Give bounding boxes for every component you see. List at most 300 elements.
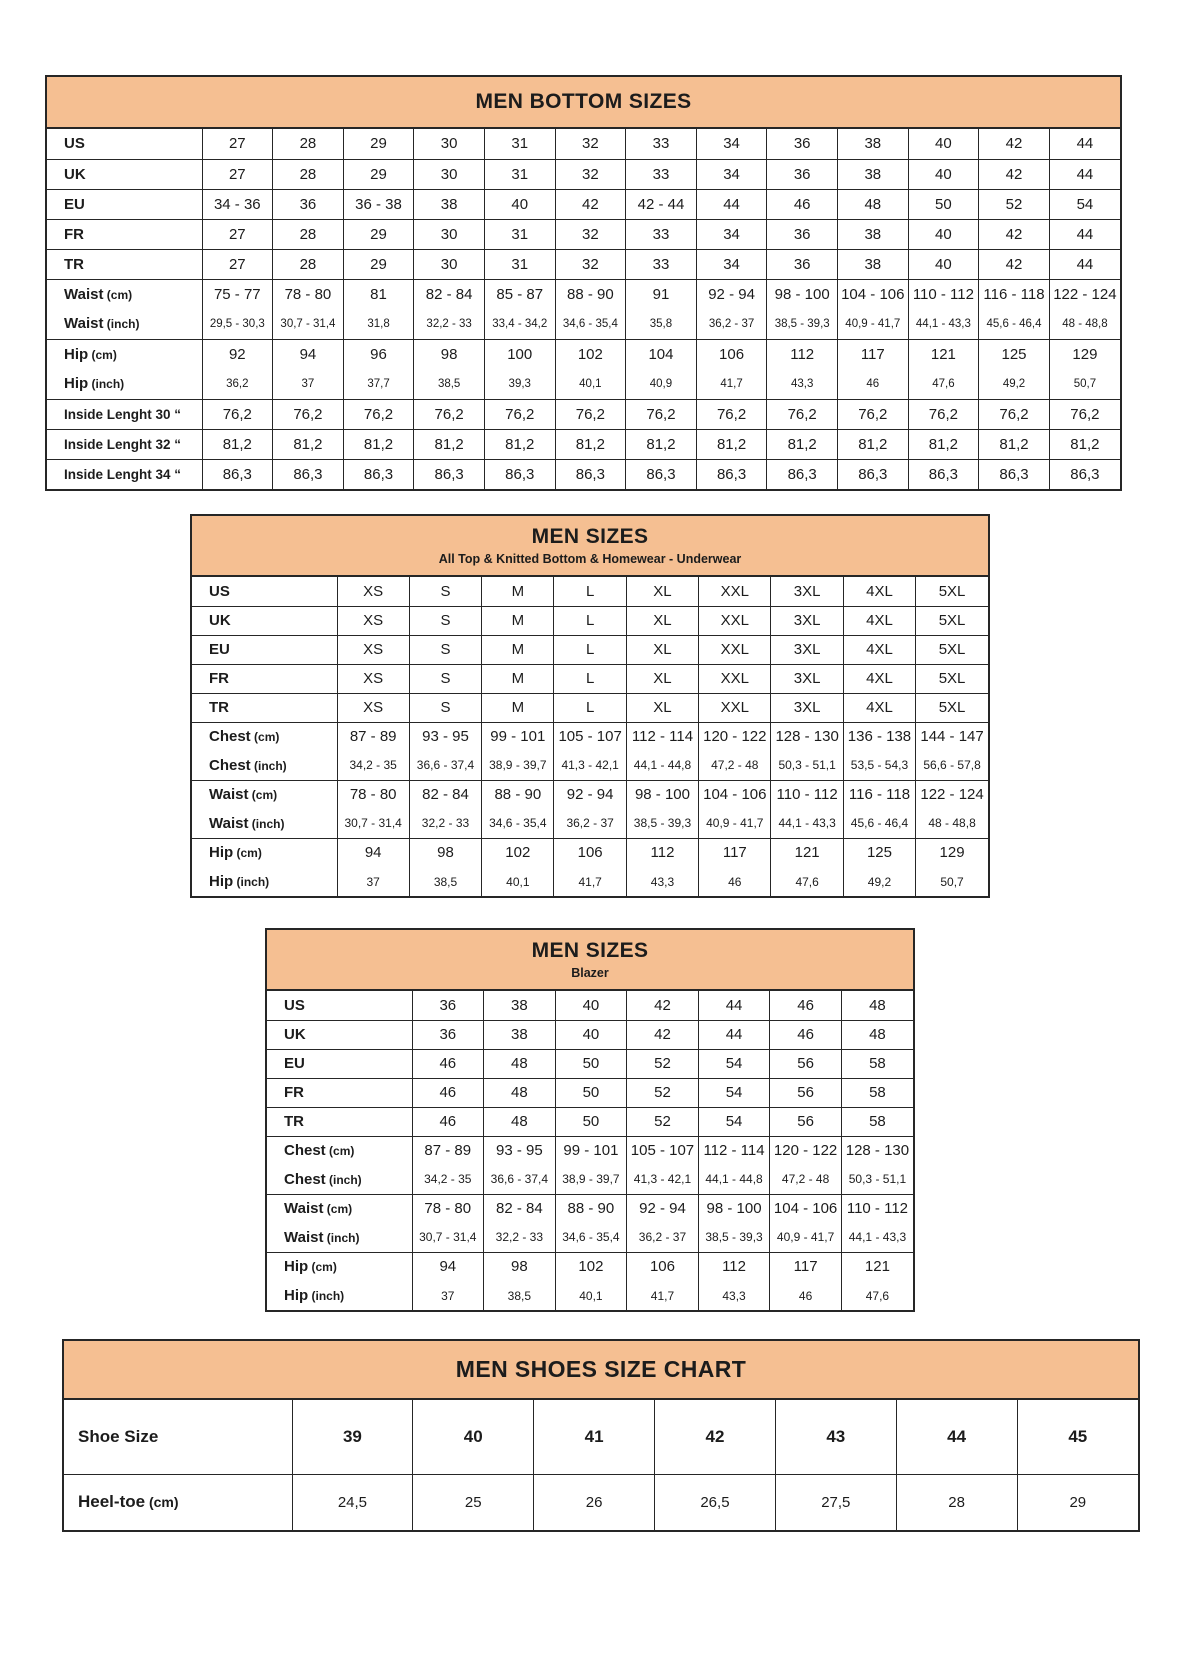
value-cell: 81,2 [767, 429, 838, 459]
row-label [47, 429, 202, 459]
value-cell: 102 [555, 1252, 627, 1281]
value-cell: M [482, 693, 554, 722]
value-cell: 56 [770, 1107, 842, 1136]
table-row [47, 279, 1120, 309]
value-cell: 34 [696, 249, 767, 279]
row-label-unit: (inch) [103, 317, 140, 332]
value-cell: 40 [908, 219, 979, 249]
value-cell: 54 [698, 1107, 770, 1136]
value-cell: 4XL [843, 635, 915, 664]
row-label-unit: (inch) [88, 377, 125, 392]
value-cell: 32 [555, 219, 626, 249]
value-cell: 27 [202, 129, 273, 159]
value-cell: 102 [555, 339, 626, 369]
row-label [47, 189, 202, 219]
row-label [192, 867, 337, 896]
value-cell: 40 [908, 159, 979, 189]
value-cell: 86,3 [202, 459, 273, 489]
value-cell: 110 - 112 [841, 1194, 913, 1223]
value-cell: 5XL [916, 693, 988, 722]
value-cell: 36,2 - 37 [554, 809, 626, 838]
row-label-text: TR [209, 699, 229, 716]
value-cell: 29 [343, 219, 414, 249]
table-row [192, 751, 988, 780]
value-cell: 105 - 107 [627, 1136, 699, 1165]
value-cell: 40 [555, 991, 627, 1020]
value-cell: 121 [908, 339, 979, 369]
value-cell: 41,3 - 42,1 [627, 1165, 699, 1194]
row-group [192, 722, 988, 780]
value-cell: 36 [412, 991, 484, 1020]
value-cell: XXL [699, 635, 771, 664]
value-cell: 38 [837, 219, 908, 249]
row-label-text: Waist [64, 315, 104, 333]
row-label-text: Hip [64, 375, 89, 393]
value-cell: XS [337, 664, 409, 693]
value-cell: 116 - 118 [843, 780, 915, 809]
row-label-text: TR [64, 255, 84, 273]
row-label [192, 751, 337, 780]
value-cell: 110 - 112 [908, 279, 979, 309]
value-cell: 92 - 94 [696, 279, 767, 309]
row-label [47, 399, 202, 429]
value-cell: 28 [896, 1474, 1017, 1530]
value-cell: 76,2 [696, 399, 767, 429]
value-cell: 44 [696, 189, 767, 219]
value-cell: 27 [202, 219, 273, 249]
value-cell: 86,3 [908, 459, 979, 489]
row-label-text: US [64, 135, 85, 153]
value-cell: 34 - 36 [202, 189, 273, 219]
row-label-text: Chest [284, 1170, 326, 1188]
value-cell: 81,2 [555, 429, 626, 459]
value-cell: 48 [841, 1020, 913, 1049]
value-cell: 46 [412, 1107, 484, 1136]
row-label [192, 577, 337, 606]
value-cell: 86,3 [414, 459, 485, 489]
table-header [192, 516, 988, 577]
value-cell: 36 - 38 [343, 189, 414, 219]
value-cell: 98 - 100 [626, 780, 698, 809]
value-cell: 125 [979, 339, 1050, 369]
table-row [47, 369, 1120, 399]
row-label [47, 129, 202, 159]
value-cell: XS [337, 693, 409, 722]
row-label-text: EU [284, 1055, 305, 1072]
row-label [192, 809, 337, 838]
value-cell: 24,5 [292, 1474, 413, 1530]
value-cell: S [409, 606, 481, 635]
value-cell: 81,2 [202, 429, 273, 459]
row-label [192, 606, 337, 635]
row-group [267, 1136, 913, 1194]
table-header [64, 1341, 1138, 1400]
value-cell: 36 [767, 249, 838, 279]
value-cell: 37 [273, 369, 344, 399]
value-cell: 40,9 - 41,7 [770, 1223, 842, 1252]
table-title: MEN SHOES SIZE CHART [455, 1356, 747, 1382]
value-cell: 43,3 [626, 867, 698, 896]
value-cell: 93 - 95 [484, 1136, 556, 1165]
value-cell: 94 [412, 1252, 484, 1281]
value-cell: 81,2 [484, 429, 555, 459]
value-cell: 56 [770, 1078, 842, 1107]
size-grid [47, 129, 1120, 489]
value-cell: 41,7 [627, 1281, 699, 1310]
row-group [267, 1078, 913, 1107]
table-row [267, 1136, 913, 1165]
value-cell: 112 - 114 [626, 722, 698, 751]
value-cell: M [482, 577, 554, 606]
value-cell: 27 [202, 159, 273, 189]
value-cell: 40,1 [482, 867, 554, 896]
row-label [267, 1078, 412, 1107]
table-title: MEN SIZES [531, 525, 649, 548]
row-group [47, 219, 1120, 249]
size-grid [64, 1400, 1138, 1530]
value-cell: 93 - 95 [409, 722, 481, 751]
value-cell: 4XL [843, 693, 915, 722]
row-label-unit: (cm) [248, 788, 278, 803]
row-group [192, 635, 988, 664]
value-cell: 40,9 [626, 369, 697, 399]
row-label-text: Hip [284, 1258, 309, 1276]
row-group [47, 279, 1120, 339]
value-cell: XXL [699, 664, 771, 693]
value-cell: 117 [837, 339, 908, 369]
row-group [192, 577, 988, 606]
value-cell: 129 [916, 838, 988, 867]
value-cell: 38,5 - 39,3 [698, 1223, 770, 1252]
table-row [267, 1107, 913, 1136]
value-cell: 33 [626, 219, 697, 249]
value-cell: 81,2 [979, 429, 1050, 459]
table-row [267, 1281, 913, 1310]
value-cell: 76,2 [767, 399, 838, 429]
value-cell: 86,3 [767, 459, 838, 489]
value-cell: 52 [627, 1049, 699, 1078]
value-cell: 38 [837, 129, 908, 159]
value-cell: 42 [627, 1020, 699, 1049]
value-cell: L [554, 577, 626, 606]
value-cell: 33 [626, 129, 697, 159]
value-cell: 76,2 [979, 399, 1050, 429]
value-cell: 88 - 90 [555, 279, 626, 309]
value-cell: 58 [841, 1078, 913, 1107]
row-label [267, 1194, 412, 1223]
value-cell: 86,3 [1049, 459, 1120, 489]
value-cell: 28 [273, 219, 344, 249]
value-cell: 98 - 100 [767, 279, 838, 309]
value-cell: 44 [896, 1400, 1017, 1474]
row-label-text: UK [284, 1026, 306, 1043]
value-cell: 4XL [843, 664, 915, 693]
value-cell: 120 - 122 [770, 1136, 842, 1165]
value-cell: 41,7 [696, 369, 767, 399]
value-cell: 39 [292, 1400, 413, 1474]
value-cell: 76,2 [343, 399, 414, 429]
value-cell: 46 [770, 1281, 842, 1310]
row-label-unit: (cm) [323, 1202, 353, 1217]
value-cell: 85 - 87 [484, 279, 555, 309]
value-cell: 30 [414, 249, 485, 279]
value-cell: 52 [979, 189, 1050, 219]
row-label [267, 1252, 412, 1281]
value-cell: S [409, 635, 481, 664]
value-cell: 54 [1049, 189, 1120, 219]
value-cell: 81,2 [414, 429, 485, 459]
value-cell: 34,2 - 35 [412, 1165, 484, 1194]
value-cell: M [482, 664, 554, 693]
table-row [47, 339, 1120, 369]
value-cell: 48 [484, 1107, 556, 1136]
row-label [267, 1281, 412, 1310]
value-cell: 48 [484, 1078, 556, 1107]
value-cell: 44 [1049, 219, 1120, 249]
table-title: MEN BOTTOM SIZES [475, 90, 692, 113]
value-cell: 43 [775, 1400, 896, 1474]
row-label-text: Chest [209, 756, 251, 774]
value-cell: 38,5 - 39,3 [767, 309, 838, 339]
value-cell: L [554, 606, 626, 635]
value-cell: 86,3 [484, 459, 555, 489]
value-cell: 104 - 106 [770, 1194, 842, 1223]
value-cell: 52 [627, 1107, 699, 1136]
value-cell: 29 [343, 129, 414, 159]
row-label [267, 1165, 412, 1194]
value-cell: 44 [1049, 129, 1120, 159]
value-cell: 32 [555, 249, 626, 279]
table-row [64, 1474, 1138, 1530]
value-cell: 78 - 80 [337, 780, 409, 809]
row-label-unit: (cm) [308, 1260, 337, 1275]
value-cell: 30 [414, 159, 485, 189]
value-cell: 50 [555, 1107, 627, 1136]
value-cell: L [554, 693, 626, 722]
men-shoes-size-chart-table [62, 1339, 1140, 1532]
table-row [47, 219, 1120, 249]
value-cell: XL [626, 606, 698, 635]
value-cell: 38,5 [414, 369, 485, 399]
table-row [47, 309, 1120, 339]
table-row [192, 867, 988, 896]
row-label-unit: (inch) [308, 1289, 345, 1303]
row-label-text: Chest [209, 728, 251, 746]
value-cell: 38 [837, 159, 908, 189]
table-header [267, 930, 913, 991]
value-cell: 37 [337, 867, 409, 896]
row-label [47, 279, 202, 309]
value-cell: 92 [202, 339, 273, 369]
value-cell: 49,2 [979, 369, 1050, 399]
value-cell: 40,9 - 41,7 [837, 309, 908, 339]
value-cell: 46 [770, 1020, 842, 1049]
value-cell: L [554, 664, 626, 693]
value-cell: 38,9 - 39,7 [482, 751, 554, 780]
value-cell: 44,1 - 43,3 [841, 1223, 913, 1252]
value-cell: 78 - 80 [273, 279, 344, 309]
value-cell: 31 [484, 219, 555, 249]
value-cell: 122 - 124 [1049, 279, 1120, 309]
size-grid [267, 991, 913, 1310]
value-cell: 76,2 [1049, 399, 1120, 429]
value-cell: 81 [343, 279, 414, 309]
value-cell: 46 [770, 991, 842, 1020]
value-cell: 39,3 [484, 369, 555, 399]
value-cell: 40,9 - 41,7 [699, 809, 771, 838]
value-cell: 42 [979, 249, 1050, 279]
table-row [267, 1165, 913, 1194]
row-label [192, 780, 337, 809]
value-cell: XXL [699, 693, 771, 722]
value-cell: 31,8 [343, 309, 414, 339]
row-group [47, 429, 1120, 459]
value-cell: S [409, 693, 481, 722]
value-cell: 47,2 - 48 [699, 751, 771, 780]
value-cell: XL [626, 635, 698, 664]
value-cell: 45,6 - 46,4 [843, 809, 915, 838]
value-cell: 27,5 [775, 1474, 896, 1530]
value-cell: 5XL [916, 606, 988, 635]
value-cell: 81,2 [343, 429, 414, 459]
value-cell: 81,2 [1049, 429, 1120, 459]
row-label [192, 693, 337, 722]
value-cell: 56,6 - 57,8 [916, 751, 988, 780]
row-label-unit: (inch) [248, 816, 285, 831]
row-label-text: FR [284, 1084, 304, 1101]
row-label-text: US [209, 582, 230, 600]
value-cell: 38,5 - 39,3 [626, 809, 698, 838]
row-label-text: Waist [284, 1200, 324, 1218]
row-label [192, 664, 337, 693]
value-cell: 76,2 [626, 399, 697, 429]
table-title: MEN SIZES [531, 939, 649, 962]
value-cell: 3XL [771, 577, 843, 606]
row-label [192, 838, 337, 867]
table-row [267, 1223, 913, 1252]
value-cell: 121 [771, 838, 843, 867]
value-cell: 3XL [771, 635, 843, 664]
row-label-unit: (cm) [103, 287, 133, 302]
value-cell: 29 [343, 249, 414, 279]
row-label-unit: (cm) [145, 1494, 179, 1511]
value-cell: 32,2 - 33 [414, 309, 485, 339]
value-cell: 98 - 100 [698, 1194, 770, 1223]
row-label-unit: (inch) [233, 875, 270, 889]
value-cell: 82 - 84 [484, 1194, 556, 1223]
table-row [192, 606, 988, 635]
row-label-text: Hip [284, 1287, 309, 1304]
row-group [267, 1107, 913, 1136]
value-cell: 36,6 - 37,4 [409, 751, 481, 780]
row-group [267, 1194, 913, 1252]
value-cell: 82 - 84 [409, 780, 481, 809]
value-cell: 47,6 [771, 867, 843, 896]
row-group [47, 159, 1120, 189]
row-group [64, 1474, 1138, 1530]
value-cell: 46 [412, 1049, 484, 1078]
value-cell: 28 [273, 159, 344, 189]
value-cell: 86,3 [696, 459, 767, 489]
value-cell: XL [626, 693, 698, 722]
value-cell: 44,1 - 44,8 [626, 751, 698, 780]
value-cell: 48 - 48,8 [1049, 309, 1120, 339]
row-label [47, 249, 202, 279]
value-cell: 86,3 [273, 459, 344, 489]
value-cell: 33 [626, 249, 697, 279]
value-cell: 40 [413, 1400, 534, 1474]
value-cell: 94 [273, 339, 344, 369]
table-row [47, 399, 1120, 429]
value-cell: 99 - 101 [482, 722, 554, 751]
value-cell: 58 [841, 1107, 913, 1136]
value-cell: 53,5 - 54,3 [843, 751, 915, 780]
row-label-text: EU [64, 195, 85, 213]
value-cell: 144 - 147 [916, 722, 988, 751]
value-cell: 44 [698, 991, 770, 1020]
value-cell: S [409, 664, 481, 693]
value-cell: 44,1 - 43,3 [908, 309, 979, 339]
table-row [192, 664, 988, 693]
value-cell: 31 [484, 249, 555, 279]
value-cell: 42 [979, 159, 1050, 189]
table-row [47, 129, 1120, 159]
value-cell: 76,2 [273, 399, 344, 429]
row-label-text: Shoe Size [78, 1426, 159, 1446]
row-label [192, 635, 337, 664]
value-cell: 4XL [843, 577, 915, 606]
value-cell: 81,2 [696, 429, 767, 459]
size-grid [192, 577, 988, 896]
table-row [47, 459, 1120, 489]
table-subtitle: Blazer [571, 966, 609, 980]
table-row [267, 1078, 913, 1107]
value-cell: 37,7 [343, 369, 414, 399]
value-cell: XS [337, 577, 409, 606]
value-cell: 28 [273, 249, 344, 279]
row-label [267, 991, 412, 1020]
table-row [192, 838, 988, 867]
value-cell: 41 [534, 1400, 655, 1474]
value-cell: 81,2 [837, 429, 908, 459]
value-cell: 36 [767, 159, 838, 189]
row-label-text: UK [209, 612, 231, 629]
value-cell: 76,2 [555, 399, 626, 429]
value-cell: L [554, 635, 626, 664]
value-cell: 50 [555, 1078, 627, 1107]
row-label [64, 1400, 292, 1474]
row-label-text: Waist [209, 786, 249, 804]
value-cell: 44,1 - 43,3 [771, 809, 843, 838]
value-cell: 36,2 - 37 [696, 309, 767, 339]
row-label [47, 309, 202, 339]
value-cell: 94 [337, 838, 409, 867]
value-cell: 86,3 [343, 459, 414, 489]
value-cell: 32 [555, 159, 626, 189]
row-group [47, 249, 1120, 279]
value-cell: 50 [555, 1049, 627, 1078]
value-cell: 58 [841, 1049, 913, 1078]
value-cell: 129 [1049, 339, 1120, 369]
value-cell: 48 [837, 189, 908, 219]
value-cell: XS [337, 606, 409, 635]
value-cell: 40,1 [555, 369, 626, 399]
row-group [267, 1252, 913, 1310]
value-cell: 117 [699, 838, 771, 867]
value-cell: 38 [484, 1020, 556, 1049]
value-cell: 5XL [916, 664, 988, 693]
value-cell: 98 [414, 339, 485, 369]
